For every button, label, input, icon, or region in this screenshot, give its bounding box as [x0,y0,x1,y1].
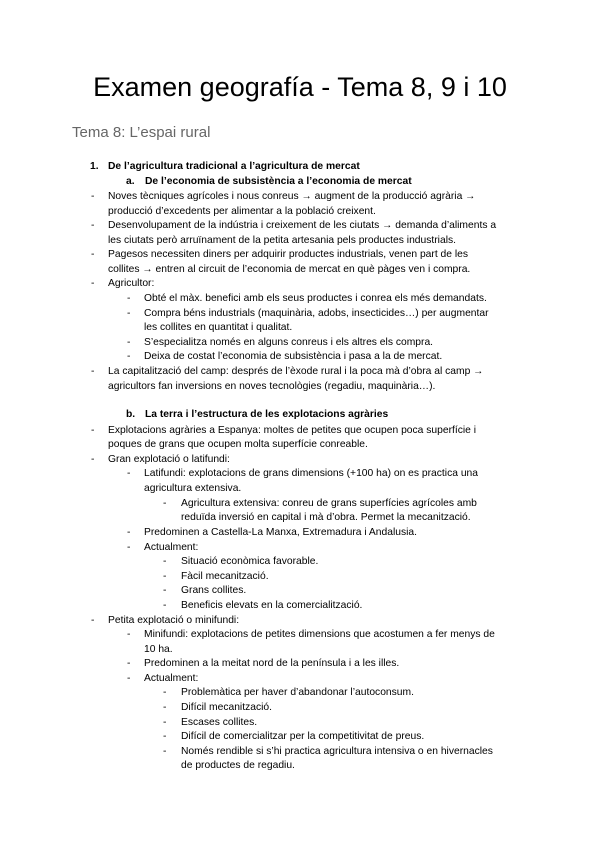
list-item: Petita explotació o minifundi: [108,615,240,626]
bullet-dash: - [127,673,131,684]
bullet-dash: - [127,658,131,669]
list-item: collites → entren al circuit de l’economia de mercat en què pàges ven i compra. [108,264,471,275]
list-item: Noves tècniques agrícoles i nous conreus → augment de la producció agrària → [108,191,476,202]
bullet-dash: - [127,308,131,319]
list-subsubitem: Escases collites. [181,717,258,728]
heading-1b: La terra i l’estructura de les explotacions agràries [145,409,389,420]
list-subitem: S’especialitza només en alguns conreus i els altres els compra. [144,337,434,348]
bullet-dash: - [163,585,167,596]
list-item: agricultors fan inversions en noves tecnològies (regadiu, maquinària…). [108,381,436,392]
bullet-dash: - [163,717,167,728]
bullet-dash: - [91,249,95,260]
list-subitem: les collites en quantitat i qualitat. [144,322,293,333]
heading-marker: 1. [90,161,99,172]
list-item: producció d’excedents per alimentar a la població creixent. [108,206,376,217]
bullet-dash: - [91,615,95,626]
list-item: Agricultor: [108,278,155,289]
bullet-dash: - [91,366,95,377]
list-subsubitem: de productes de regadiu. [181,760,295,771]
bullet-dash: - [127,527,131,538]
list-subsubitem: Difícil mecanització. [181,702,272,713]
bullet-dash: - [91,191,95,202]
document-title: Examen geografía - Tema 8, 9 i 10 [93,72,507,102]
bullet-dash: - [163,687,167,698]
list-subitem: Actualment: [144,542,199,553]
list-subsubitem: Grans collites. [181,585,247,596]
list-subsubitem: Agricultura extensiva: conreu de grans superfícies agrícoles amb [181,498,477,509]
heading-marker: b. [126,409,136,420]
bullet-dash: - [163,746,167,757]
list-subitem: Obté el màx. benefici amb els seus productes i conrea els més demandats. [144,293,487,304]
bullet-dash: - [163,498,167,509]
list-subitem: Deixa de costat l’economia de subsistència i pasa a la de mercat. [144,351,443,362]
list-subsubitem: Difícil de comercialitzar per la competitivitat de preus. [181,731,425,742]
list-subitem: Compra béns industrials (maquinària, adobs, insecticides…) per augmentar [144,308,489,319]
list-subsubitem: Situació econòmica favorable. [181,556,319,567]
list-item: Pagesos necessiten diners per adquirir productes industrials, venen part de les [108,249,469,260]
bullet-dash: - [127,337,131,348]
list-subitem: Minifundi: explotacions de petites dimensions que acostumen a fer menys de [144,629,495,640]
list-subsubitem: reduïda inversió en capital i mà d’obra. Permet la mecanització. [181,512,471,523]
list-item: Explotacions agràries a Espanya: moltes de petites que ocupen poca superfície i [108,425,477,436]
bullet-dash: - [91,425,95,436]
bullet-dash: - [91,454,95,465]
bullet-dash: - [91,220,95,231]
heading-marker: a. [126,176,135,187]
heading-1a: De l’economia de subsistència a l’economia de mercat [145,176,412,187]
list-subsubitem: Fàcil mecanització. [181,571,269,582]
bullet-dash: - [163,556,167,567]
list-subitem: Predominen a Castella-La Manxa, Extremadura i Andalusia. [144,527,418,538]
list-subitem: 10 ha. [144,644,173,655]
list-item: La capitalització del camp: després de l’èxode rural i la poca mà d’obra al camp → [108,366,484,377]
list-subitem: Actualment: [144,673,199,684]
bullet-dash: - [127,468,131,479]
list-item: les ciutats però arruïnament de la petita artesania pels productes industrials. [108,235,456,246]
list-subsubitem: Només rendible si s’hi practica agricultura intensiva o en hivernacles [181,746,493,757]
list-item: poques de grans que ocupen molta superfície conreable. [108,439,368,450]
bullet-dash: - [127,542,131,553]
list-subitem: agricultura extensiva. [144,483,242,494]
bullet-dash: - [163,731,167,742]
heading-1: De l’agricultura tradicional a l’agricultura de mercat [108,161,360,172]
bullet-dash: - [163,600,167,611]
section-heading: Tema 8: L’espai rural [72,124,211,141]
bullet-dash: - [127,293,131,304]
bullet-dash: - [127,629,131,640]
list-subitem: Latifundi: explotacions de grans dimensions (+100 ha) on es practica una [144,468,479,479]
list-item: Desenvolupament de la indústria i creixement de les ciutats → demanda d’aliments a [108,220,497,231]
bullet-dash: - [163,702,167,713]
list-subitem: Predominen a la meitat nord de la península i a les illes. [144,658,400,669]
list-subsubitem: Problemàtica per haver d’abandonar l’autoconsum. [181,687,414,698]
list-item: Gran explotació o latifundi: [108,454,230,465]
bullet-dash: - [91,278,95,289]
list-subsubitem: Beneficis elevats en la comercialització. [181,600,363,611]
bullet-dash: - [163,571,167,582]
bullet-dash: - [127,351,131,362]
